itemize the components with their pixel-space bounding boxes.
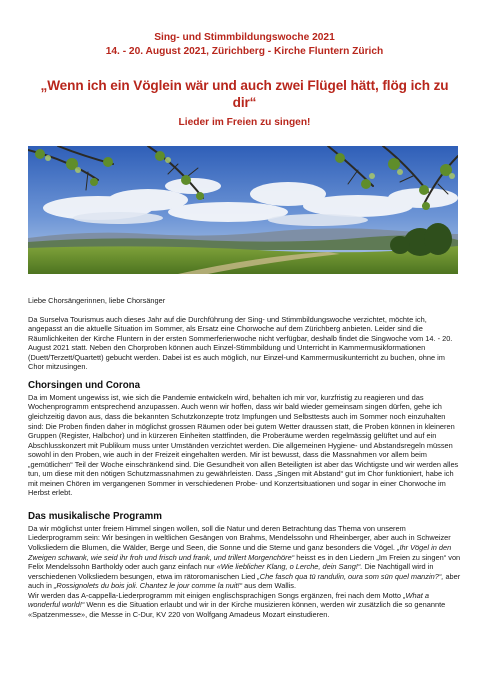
intro-paragraph: Da Surselva Tourismus auch dieses Jahr auf die Durchführung der Sing- und Stimmbildungswoche verzichtet, möchte ich, angepasst an die aktuelle Situation im Sommer, als Ersatz eine Chorwoche auf dem Zürichberg anbieten. Leider sind die Räumlichkeiten der Kirche Fluntern in der ersten Sommerferienwoche nicht verfügbar, deshalb findet die Singwoche vom 14. - 20. August 2021 statt. Neben den Chorproben können auch Einzel-Stimmbildung und Unterricht in Kammermusikformationen (Duett/Terzett/Quartett) gebucht werden. Dabei ist es auch möglich, nur Einzel-und Kammermusikunterricht zu buchen, ohne im Chor mitzusingen. — [28, 314, 453, 372]
greeting: Liebe Chorsängerinnen, liebe Chorsänger — [28, 296, 166, 305]
programm-quote: „Rossignolets du bois joli. Chantez le jour comme la nuit!“ — [53, 581, 243, 591]
programm-text: Wenn es die Situation erlaubt und wir in der Kirche musizieren können, werden wir zusätzlich die so genannte «Spatzenmesse», die Messe in C-Dur, KV 220 von Wolfgang Amadeus Mozart einstudieren. — [28, 600, 446, 619]
event-title: Sing- und Stimmbildungswoche 2021 — [154, 32, 335, 43]
programm-quote: «Wie lieblicher Klang, o Lerche, dein Sang!“. — [216, 562, 363, 572]
programm-text: aber auch in — [28, 571, 461, 591]
event-lead: Lieder im Freien zu singen! — [178, 117, 311, 128]
event-motto: „Wenn ich ein Vöglein wär und auch zwei Flügel hätt, flög ich zu dir“ — [40, 78, 449, 110]
section-heading-programm: Das musikalische Programm — [28, 510, 162, 522]
programm-text: Wir werden das A-cappella-Liederprogramm mit einigen englischsprachigen Songs ergänzen, frei nach dem Motto — [28, 590, 402, 600]
programm-paragraph — [28, 524, 461, 619]
programm-text: heisst es in den Liedern „Im Freien zu singen“ von Felix Mendelssohn Bartholdy oder auch ganz einfach nur — [28, 552, 461, 572]
landscape-photo — [28, 146, 458, 274]
programm-quote: „What a wonderful world!“ — [28, 590, 429, 610]
programm-text: Die Nachtigall wird in verschiedenen Volksliedern besungen, etwa im rätoromanischen Lied — [28, 562, 434, 581]
programm-quote: „Che fasch qua tü randulin, oura som sün quel manzin?“, — [257, 571, 444, 581]
programm-quote: „Ihr Vögel in den Zweigen schwank, wie seid ihr froh und frisch und frank, und trillert Morgenchöre“ — [28, 542, 452, 562]
section-heading-corona: Chorsingen und Corona — [28, 379, 141, 391]
event-date-place: 14. - 20. August 2021, Zürichberg - Kirche Fluntern Zürich — [105, 46, 384, 57]
programm-text: Da wir möglichst unter freiem Himmel singen wollen, soll die Natur und deren Betrachtung das Thema von unserem Liederprogramm sein: Wir besingen in weltlichen Gesängen von Brahms, Mendelssohn und Rheinberger, aber auch in Schweizer Volksliedern die Blumen, die Wälder, Berge und Seen, die Sonne und die Sterne und ganz besonders die Vögel. — [28, 523, 451, 552]
programm-text: aus dem Wallis. — [244, 581, 296, 591]
corona-paragraph: Da im Moment ungewiss ist, wie sich die Pandemie entwickeln wird, behalten ich mir vor, kurzfristig zu reagieren und das Wochenprogramm entsprechend anzupassen. Auch wenn wir hoffen, dass wir bald wieder gemeinsam singen dürfen, gehe ich gleichzeitig davon aus, dass die bekannten Schutzkonzepte trotz Impfungen und Selbsttests auch im Sommer noch einzuhalten sind: Die Proben finden daher in möglichst grossen Räumen oder bei gutem Wetter draussen statt, die Proben können in kleineren Gruppen (Register, Halbchor) und in kürzeren Einheiten stattfinden, die Proberäume werden regelmässig gelüftet und auf ein Abschlusskonzert mit Publikum muss unter Umständen verzichtet werden. Die allgemeinen Hygiene- und Abstandsregeln müssen sowohl in den Proben, wie auch in der Freizeit eingehalten werden. Mir ist bewusst, dass die Massnahmen vor allem beim „gemütlichen“ Teil der Woche einschränkend sind. Die Gesundheit von allen Beteiligten ist aber das Wichtigste und wir werden alles tun, um diese mit den nötigen Schutzmassnahmen zu gewährleisten. Dass „Singen mit Abstand“ gut im Chor funktioniert, habe ich mit meinen Chören im vergangenen Sommer in verschiedenen Probe- und Konzertsituationen und sogar in einer Chorwoche im Herbst erlebt. — [28, 392, 459, 498]
